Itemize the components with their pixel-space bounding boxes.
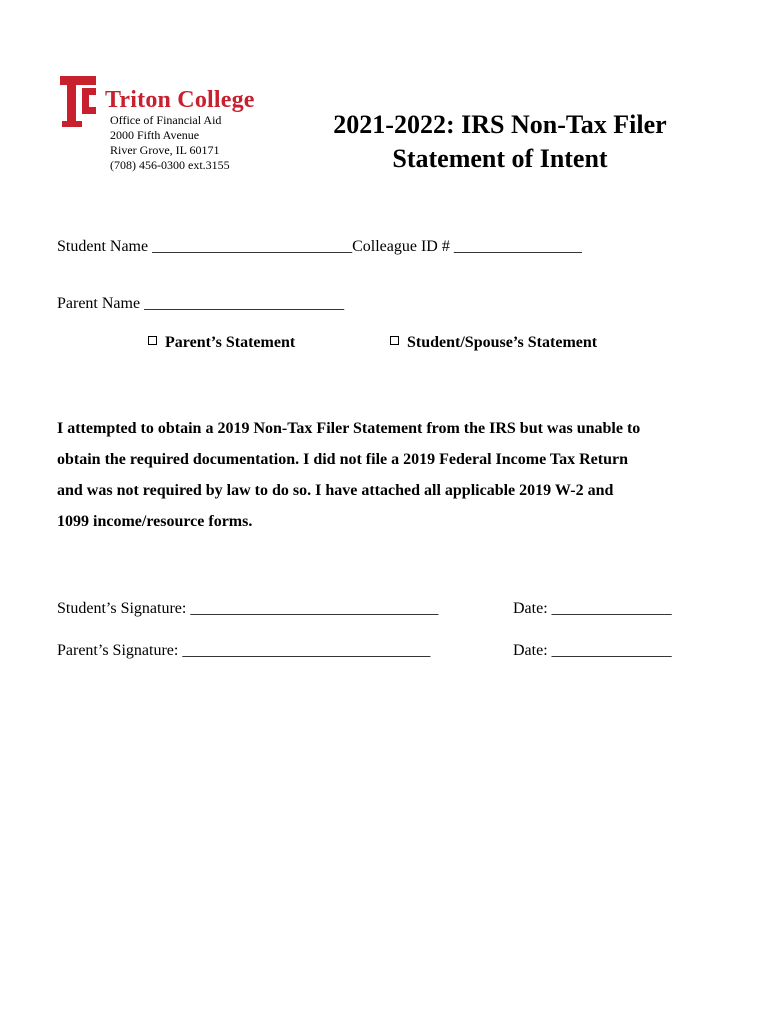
checkbox-label: Parent’s Statement — [165, 334, 296, 351]
office-line: Office of Financial Aid — [110, 113, 222, 127]
student-name-field[interactable]: Student Name _________________________Colleague ID # ________________ — [57, 238, 582, 255]
checkbox[interactable] — [148, 336, 157, 345]
statement-line: I attempted to obtain a 2019 Non-Tax Filer Statement from the IRS but was unable to — [57, 420, 641, 437]
office-phone: (708) 456-0300 ext.3155 — [110, 158, 230, 172]
student-signature-field[interactable]: Student’s Signature: _______________________________ — [57, 600, 439, 617]
brand-name: Triton College — [105, 87, 255, 113]
page-title — [300, 108, 700, 176]
office-line: River Grove, IL 60171 — [110, 143, 220, 157]
statement-text — [57, 413, 717, 537]
student-date-field[interactable]: Date: _______________ — [513, 600, 672, 617]
title-line: Statement of Intent — [392, 144, 608, 173]
statement-line: and was not required by law to do so. I have attached all applicable 2019 W-2 and — [57, 482, 614, 499]
checkbox-label: Student/Spouse’s Statement — [407, 334, 598, 351]
parent-statement-option[interactable] — [148, 334, 295, 352]
title-line: 2021-2022: IRS Non-Tax Filer — [333, 110, 667, 139]
office-line: 2000 Fifth Avenue — [110, 128, 200, 142]
statement-line: obtain the required documentation. I did not file a 2019 Federal Income Tax Return — [57, 451, 628, 468]
statement-line: 1099 income/resource forms. — [57, 513, 253, 530]
parent-name-field[interactable]: Parent Name _________________________ — [57, 295, 345, 312]
student-statement-option[interactable] — [390, 334, 597, 352]
parent-date-field[interactable]: Date: _______________ — [513, 642, 672, 659]
office-address — [110, 113, 230, 173]
parent-signature-field[interactable]: Parent’s Signature: _______________________________ — [57, 642, 431, 659]
checkbox[interactable] — [390, 336, 399, 345]
